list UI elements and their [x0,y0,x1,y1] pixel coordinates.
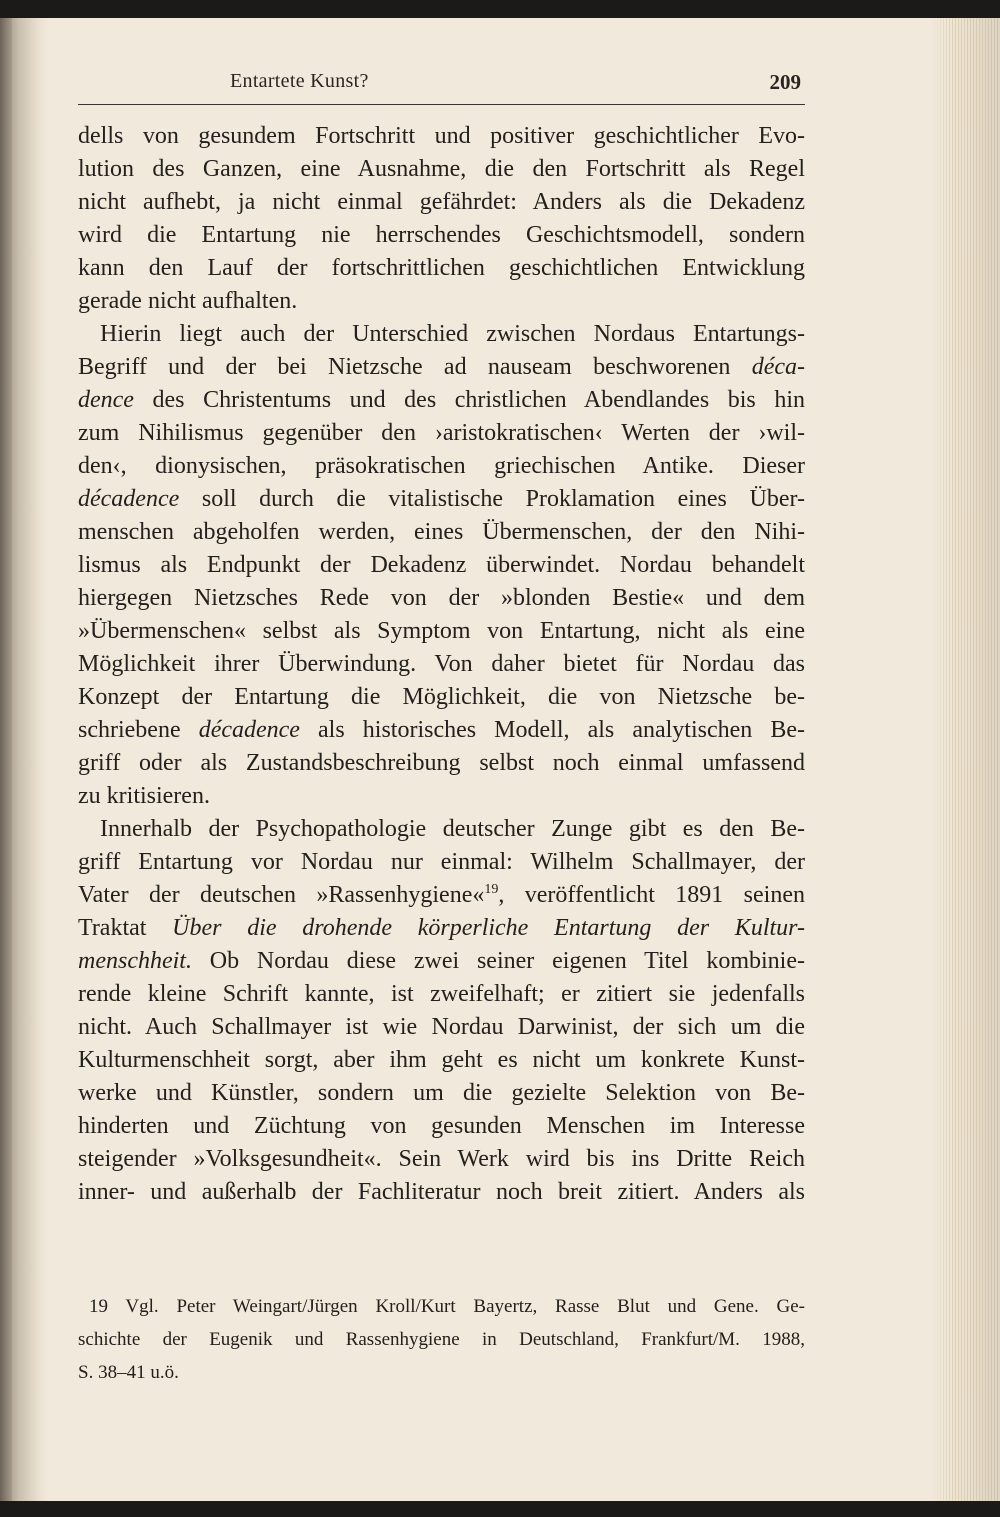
scan-frame-bottom [0,1501,1000,1517]
text-line: lismus als Endpunkt der Dekadenz überwindet. Nordau behandelt [78,552,805,578]
text-line: Hierin liegt auch der Unterschied zwischen Nordaus Entartungs- [100,321,805,347]
body-text [78,120,805,1209]
running-title: Entartete Kunst? [230,70,369,92]
text-line: griff Entartung vor Nordau nur einmal: Wilhelm Schallmayer, der [78,849,805,875]
footnote-line: 19 Vgl. Peter Weingart/Jürgen Kroll/Kurt Bayertz, Rasse Blut und Gene. Ge- [89,1296,805,1317]
text-line [78,351,805,384]
text-line: zum Nihilismus gegenüber den ›aristokratischen‹ Werten der ›wil- [78,420,805,446]
footnote-ref[interactable]: 19 [484,882,499,897]
text-line: hinderten und Züchtung von gesunden Menschen im Interesse [78,1113,805,1139]
text-line [78,912,805,945]
text-line: inner- und außerhalb der Fachliteratur noch breit zitiert. Anders als [78,1179,805,1205]
text-line: werke und Künstler, sondern um die gezielte Selektion von Be- [78,1080,805,1106]
text-line [78,483,805,516]
text-line: Konzept der Entartung die Möglichkeit, die von Nietzsche be- [78,684,805,710]
italic-term: dence [78,387,134,413]
text-run: Ob Nordau diese zwei seiner eigenen Titel kombinie- [191,948,805,974]
scan-frame-top [0,0,1000,18]
text-line: dells von gesundem Fortschritt und positiver geschichtlicher Evo- [78,123,805,149]
text-run: soll durch die vitalistische Proklamation eines Über- [179,486,805,512]
running-head [78,70,805,105]
footnote-line: schichte der Eugenik und Rassenhygiene in Deutschland, Frankfurt/M. 1988, [78,1329,805,1350]
footnote-line: S. 38–41 u.ö. [78,1362,179,1383]
footnote [78,1292,805,1391]
text-run: Vater der deutschen »Rassenhygiene« [78,882,485,908]
text-line: kann den Lauf der fortschrittlichen geschichtlichen Entwicklung [78,255,805,281]
text-line: rende kleine Schrift kannte, ist zweifelhaft; er zitiert sie jedenfalls [78,981,805,1007]
text-line [78,714,805,747]
text-line: zu kritisieren. [78,783,210,809]
text-line: hiergegen Nietzsches Rede von der »blonden Bestie« und dem [78,585,805,611]
text-run: Begriff und der bei Nietzsche ad nauseam beschworenen [78,354,752,380]
text-line: wird die Entartung nie herrschendes Geschichtsmodell, sondern [78,222,805,248]
text-run: schriebene [78,717,199,743]
text-line: Möglichkeit ihrer Überwindung. Von daher bietet für Nordau das [78,651,805,677]
text-line: Innerhalb der Psychopathologie deutscher Zunge gibt es den Be- [100,816,805,842]
text-line: Kulturmenschheit sorgt, aber ihm geht es nicht um konkrete Kunst- [78,1047,805,1073]
page-number: 209 [769,70,801,94]
text-line: den‹, dionysischen, präsokratischen griechischen Antike. Dieser [78,453,805,479]
text-line: lution des Ganzen, eine Ausnahme, die den Fortschritt als Regel [78,156,805,182]
text-run: als historisches Modell, als analytischen Be- [299,717,805,743]
text-line [78,879,805,912]
text-run: Traktat [78,915,173,941]
text-line: griff oder als Zustandsbeschreibung selbst noch einmal umfassend [78,750,805,776]
italic-title: menschheit. [78,948,192,974]
text-line: menschen abgeholfen werden, eines Übermenschen, der den Nihi- [78,519,805,545]
text-line [78,945,805,978]
spine-edge [0,18,12,1501]
text-run: des Christentums und des christlichen Abendlandes bis hin [133,387,805,413]
text-line: steigender »Volksgesundheit«. Sein Werk wird bis ins Dritte Reich [78,1146,805,1172]
text-line: gerade nicht aufhalten. [78,288,298,314]
text-line [78,384,805,417]
italic-term: décadence [78,486,180,512]
text-line: »Übermenschen« selbst als Symptom von Entartung, nicht als eine [78,618,805,644]
italic-term: décadence [198,717,300,743]
text-line: nicht. Auch Schallmayer ist wie Nordau Darwinist, der sich um die [78,1014,805,1040]
text-run: , veröffentlicht 1891 seinen [498,882,805,908]
italic-title: Über die drohende körperliche Entartung der Kultur- [172,915,806,941]
italic-term: déca- [751,354,805,380]
text-line: nicht aufhebt, ja nicht einmal gefährdet: Anders als die Dekadenz [78,189,805,215]
page-edges [932,18,1000,1501]
